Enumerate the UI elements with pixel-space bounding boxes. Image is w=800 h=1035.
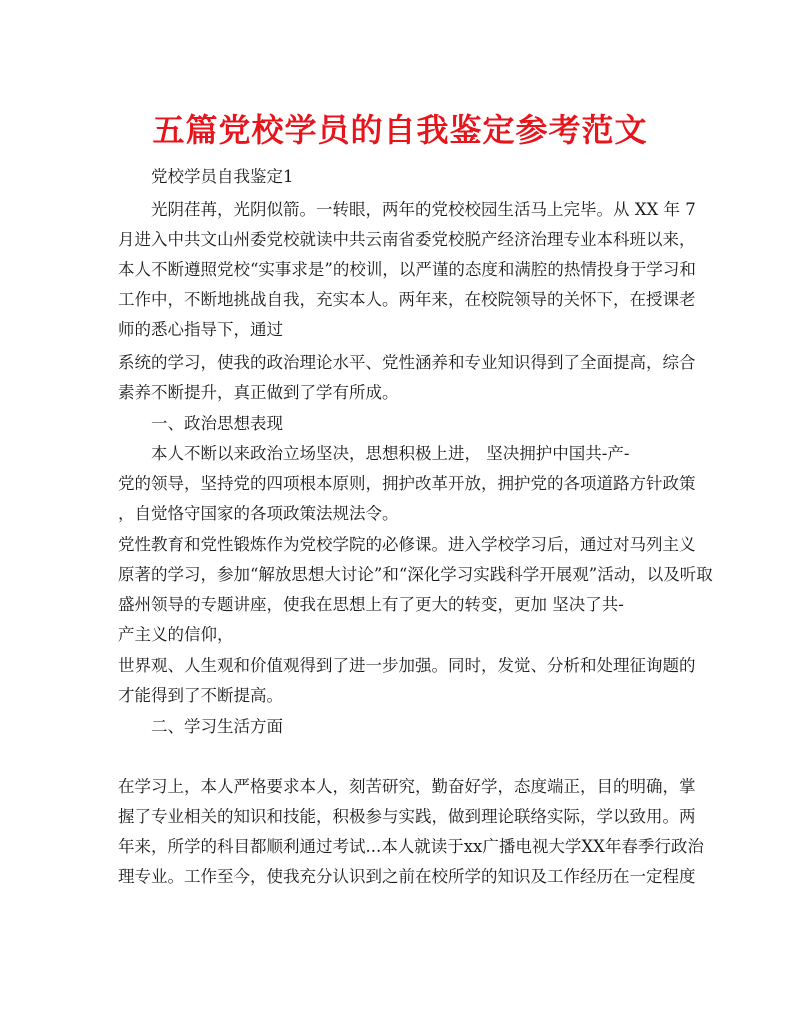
section-heading-1: 党校学员自我鉴定1	[151, 167, 294, 186]
paragraph-line: 党性教育和党性锻炼作为党校学院的必修课。进入学校学习后，通过对马列主义	[118, 535, 696, 554]
paragraph-line: 世界观、人生观和价值观得到了进一步加强。同时，发觉、分析和处理征询题的	[118, 656, 696, 675]
paragraph-line: 原著的学习，参加“解放思想大讨论”和“深化学习实践科学开展观”活动，以及听取	[118, 565, 713, 584]
paragraph-line: 系统的学习，使我的政治理论水平、党性涵养和专业知识得到了全面提高，综合	[118, 353, 696, 372]
paragraph-line: 党的领导，坚持党的四项根本原则，拥护改革开放，拥护党的各项道路方针政策	[118, 474, 696, 493]
paragraph-line: 产主义的信仰，	[118, 625, 234, 644]
paragraph-line: 才能得到了不断提高。	[118, 686, 283, 705]
paragraph-line: ，自觉恪守国家的各项政策法规法令。	[118, 504, 399, 523]
paragraph-line: 工作中，不断地挑战自我，充实本人。两年来，在校院领导的关怀下，在授课老	[118, 290, 696, 309]
paragraph-line: 握了专业相关的知识和技能，积极参与实践，做到理论联络实际，学以致用。两	[118, 807, 696, 826]
document-title: 五篇党校学员的自我鉴定参考范文	[152, 111, 648, 149]
paragraph-line: 在学习上，本人严格要求本人，刻苦研究，勤奋好学，态度端正，目的明确，掌	[118, 777, 696, 796]
paragraph-line: 光阴荏苒，光阴似箭。一转眼，两年的党校校园生活马上完毕。从 XX 年 7	[151, 200, 696, 219]
section-heading-study: 二、学习生活方面	[151, 717, 283, 736]
section-heading-politics: 一、政治思想表现	[151, 414, 283, 433]
paragraph-line: 月进入中共文山州委党校就读中共云南省委党校脱产经济治理专业本科班以来，	[118, 230, 696, 249]
paragraph-line: 本人不断以来政治立场坚决，思想积极上进， 坚决拥护中国共-产-	[151, 444, 630, 463]
paragraph-line: 素养不断提升，真正做到了学有所成。	[118, 383, 399, 402]
paragraph-line: 理专业。工作至今，使我充分认识到之前在校所学的知识及工作经历在一定程度	[118, 867, 696, 886]
paragraph-line: 盛州领导的专题讲座，使我在思想上有了更大的转变，更加 坚决了共-	[118, 595, 624, 614]
paragraph-line: 师的悉心指导下，通过	[118, 320, 283, 339]
paragraph-line: 年来，所学的科目都顺利通过考试...本人就读于xx广播电视大学XX年春季行政治	[118, 837, 704, 856]
paragraph-line: 本人不断遵照党校“实事求是”的校训，以严谨的态度和满腔的热情投身于学习和	[118, 260, 696, 279]
